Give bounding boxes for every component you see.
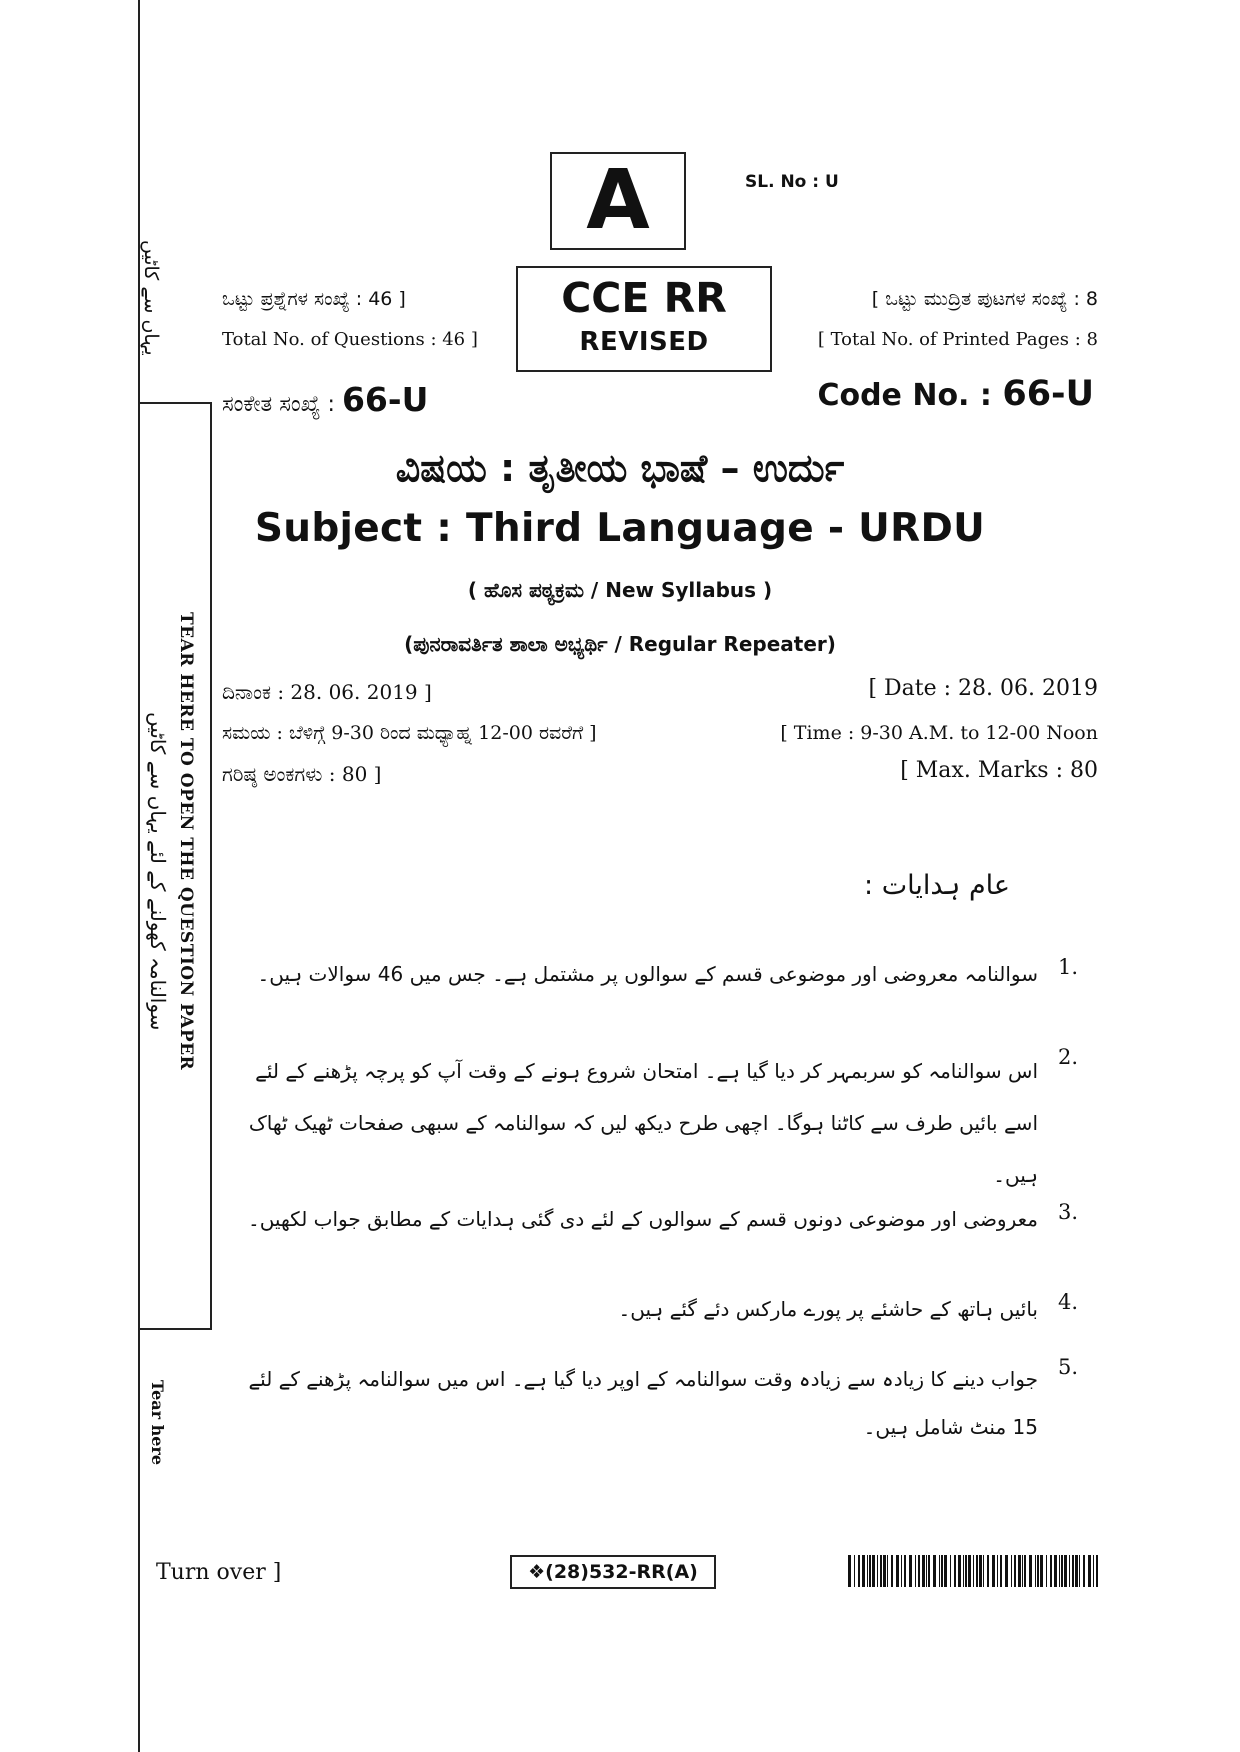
code-value-kn: 66-U [341, 380, 429, 419]
cce-title: CCE RR [561, 274, 727, 322]
instruction-number: 2. [1058, 1045, 1079, 1069]
turn-over: Turn over ] [156, 1560, 282, 1585]
instruction-item [218, 1290, 1098, 1328]
instruction-item [218, 1355, 1098, 1451]
code-label-kn: ಸಂಕೇತ ಸಂಖ್ಯೆ : [222, 392, 342, 417]
cce-subtitle: REVISED [579, 327, 709, 358]
date-en: [ Date : 28. 06. 2019 [868, 676, 1098, 701]
code-value-en: 66-U [1002, 374, 1094, 414]
code-number-en [817, 374, 1094, 414]
total-questions-kn: ಒಟ್ಟು ಪ್ರಶ್ನೆಗಳ ಸಂಖ್ಯೆ : 46 ] [222, 288, 406, 310]
code-number-kn [222, 380, 428, 419]
time-en: [ Time : 9-30 A.M. to 12-00 Noon [780, 722, 1098, 744]
tear-here-label: Tear here [148, 1380, 167, 1466]
total-questions-en: Total No. of Questions : 46 ] [222, 329, 478, 350]
instruction-text: بائیں ہاتھ کے حاشئے پر پورے مارکس دئے گئے ہیں۔ [618, 1297, 1038, 1321]
max-marks-kn: ಗರಿಷ್ಠ ಅಂಕಗಳು : 80 ] [222, 762, 382, 786]
subject-english: Subject : Third Language - URDU [254, 506, 986, 551]
total-pages-en: [ Total No. of Printed Pages : 8 [817, 329, 1098, 350]
version-box: A [550, 152, 686, 250]
instruction-text: جواب دینے کا زیادہ سے زیادہ وقت سوالنامہ کے اوپر دیا گیا ہے۔ اس میں سوالنامہ پڑھنے کے لئے 15 منٹ شامل ہیں۔ [248, 1367, 1038, 1439]
tear-instruction-english: TEAR HERE TO OPEN THE QUESTION PAPER [176, 612, 196, 1071]
max-marks-en: [ Max. Marks : 80 [900, 758, 1098, 783]
instruction-number: 4. [1058, 1290, 1079, 1314]
syllabus-label: ( ಹೊಸ ಪಠ್ಯಕ್ರಮ / New Syllabus ) [467, 578, 773, 602]
instruction-number: 5. [1058, 1355, 1079, 1379]
instructions-title: عام ہدایات : [864, 870, 1010, 901]
serial-number: SL. No : U [745, 172, 839, 192]
code-label-en: Code No. : [817, 378, 1003, 413]
instruction-text: معروضی اور موضوعی دونوں قسم کے سوالوں کے لئے دی گئی ہدایات کے مطابق جواب لکھیں۔ [247, 1207, 1038, 1231]
tear-instruction-urdu: سوالنامہ کھولنے کے لئے یہاں سے کاٹیں [146, 712, 170, 1031]
margin-urdu-top: یہاں سے کاٹیں [140, 240, 162, 356]
instruction-item [218, 955, 1098, 993]
instruction-number: 1. [1058, 955, 1079, 979]
total-pages-kn: [ ಒಟ್ಟು ಮುದ್ರಿತ ಪುಟಗಳ ಸಂಖ್ಯೆ : 8 [871, 288, 1098, 310]
instruction-item [218, 1045, 1098, 1201]
candidate-category: (ಪುನರಾವರ್ತಿತ ಶಾಲಾ ಅಭ್ಯರ್ಥಿ / Regular Repeater) [404, 632, 836, 656]
cce-box [516, 266, 772, 372]
date-kn: ದಿನಾಂಕ : 28. 06. 2019 ] [222, 680, 432, 704]
paper-code: ❖(28)532-RR(A) [510, 1555, 716, 1589]
instruction-number: 3. [1058, 1200, 1079, 1224]
barcode-icon [848, 1555, 1102, 1587]
instruction-text: اس سوالنامہ کو سربمہر کر دیا گیا ہے۔ امتحان شروع ہونے کے وقت آپ کو پرچہ پڑھنے کے لئے اسے بائیں طرف سے کاٹنا ہوگا۔ اچھی طرح دیکھ لیں کہ سوالنامہ کے سبھی صفحات ٹھیک ٹھاک ہیں۔ [248, 1059, 1038, 1187]
instruction-item [218, 1200, 1098, 1238]
subject-kannada: ವಿಷಯ : ತೃತೀಯ ಭಾಷೆ – ಉರ್ದು [395, 446, 845, 490]
time-kn: ಸಮಯ : ಬೆಳಿಗ್ಗೆ 9-30 ರಿಂದ ಮಧ್ಯಾಹ್ನ 12-00 ರವರೆಗೆ ] [222, 722, 597, 744]
instruction-text: سوالنامہ معروضی اور موضوعی قسم کے سوالوں پر مشتمل ہے۔ جس میں 46 سوالات ہیں۔ [257, 962, 1038, 986]
